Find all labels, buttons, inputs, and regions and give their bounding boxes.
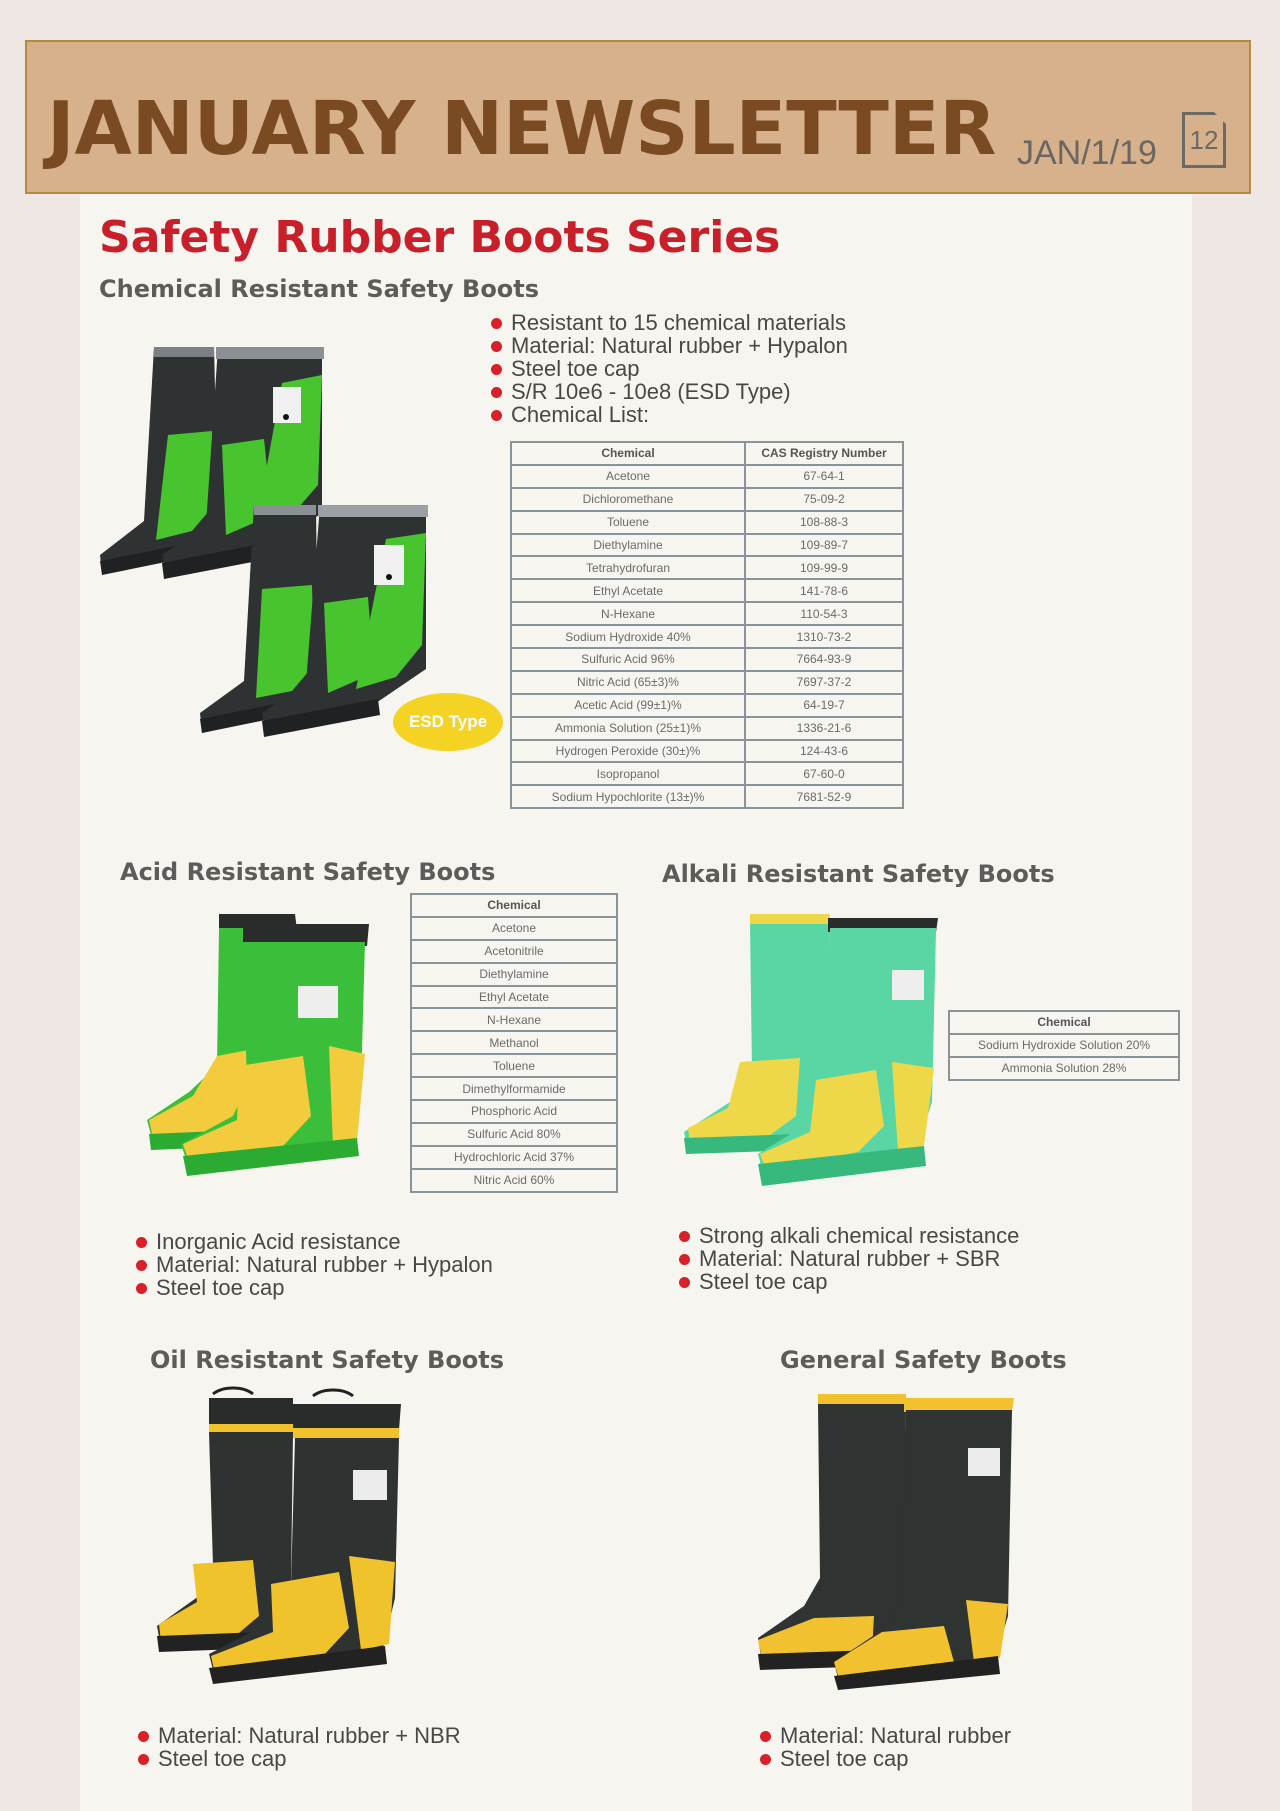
- table-row: [411, 917, 617, 940]
- cas-cell: 109-99-9: [745, 556, 903, 579]
- cas-cell: 108-88-3: [745, 511, 903, 534]
- alkali-boots-image: [680, 912, 940, 1190]
- chemical-cell: Diethylamine: [511, 534, 745, 557]
- newsletter-banner: [25, 40, 1251, 194]
- newsletter-title: JANUARY NEWSLETTER: [47, 86, 997, 172]
- chemical-bullet-list: [491, 311, 848, 426]
- list-item: Material: Natural rubber + Hypalon: [491, 334, 848, 357]
- table-row: [511, 785, 903, 808]
- chemical-cell: Ammonia Solution 28%: [949, 1057, 1179, 1080]
- bullet-icon: [760, 1754, 771, 1765]
- table-row: [511, 511, 903, 534]
- table-row: [511, 740, 903, 763]
- column-header-chemical: Chemical: [411, 894, 617, 917]
- cas-cell: 109-89-7: [745, 534, 903, 557]
- chemical-cell: Isopropanol: [511, 762, 745, 785]
- alkali-bullet-list: [679, 1224, 1019, 1293]
- cas-cell: 7697-37-2: [745, 671, 903, 694]
- table-row: [511, 648, 903, 671]
- chemical-cas-table: [510, 441, 904, 809]
- bullet-icon: [136, 1237, 147, 1248]
- column-header-chemical: Chemical: [949, 1011, 1179, 1034]
- list-item: Material: Natural rubber + NBR: [138, 1724, 461, 1747]
- table-row: [511, 556, 903, 579]
- cas-cell: 1336-21-6: [745, 717, 903, 740]
- table-row: [411, 1169, 617, 1192]
- cas-cell: 67-64-1: [745, 465, 903, 488]
- list-item: Steel toe cap: [136, 1276, 493, 1299]
- bullet-icon: [760, 1731, 771, 1742]
- table-row: [411, 1100, 617, 1123]
- page-number-icon: 12: [1182, 112, 1226, 168]
- chemical-cell: Tetrahydrofuran: [511, 556, 745, 579]
- chemical-cell: N-Hexane: [511, 602, 745, 625]
- table-header-row: [411, 894, 617, 917]
- chemical-cell: Toluene: [511, 511, 745, 534]
- table-row: [949, 1057, 1179, 1080]
- chemical-cell: Nitric Acid (65±3)%: [511, 671, 745, 694]
- chemical-cell: N-Hexane: [411, 1008, 617, 1031]
- table-row: [411, 1008, 617, 1031]
- list-item: Steel toe cap: [760, 1747, 1011, 1770]
- table-row: [511, 534, 903, 557]
- cas-cell: 67-60-0: [745, 762, 903, 785]
- oil-bullet-list: [138, 1724, 461, 1770]
- table-row: [511, 694, 903, 717]
- list-item: Resistant to 15 chemical materials: [491, 311, 848, 334]
- chemical-cell: Sodium Hydroxide 40%: [511, 625, 745, 648]
- chemical-cell: Nitric Acid 60%: [411, 1169, 617, 1192]
- table-row: [411, 1123, 617, 1146]
- chemical-cell: Acetic Acid (99±1)%: [511, 694, 745, 717]
- acid-chemical-table: [410, 893, 618, 1193]
- table-row: [511, 465, 903, 488]
- newsletter-date: JAN/1/19: [1017, 134, 1157, 172]
- list-item: Material: Natural rubber + SBR: [679, 1247, 1019, 1270]
- cas-cell: 124-43-6: [745, 740, 903, 763]
- list-item: S/R 10e6 - 10e8 (ESD Type): [491, 380, 848, 403]
- chemical-cell: Acetone: [511, 465, 745, 488]
- bullet-icon: [491, 387, 502, 398]
- chemical-cell: Acetonitrile: [411, 940, 617, 963]
- general-section-title: General Safety Boots: [780, 1346, 1067, 1374]
- bullet-icon: [491, 364, 502, 375]
- table-row: [411, 1054, 617, 1077]
- table-row: [511, 602, 903, 625]
- chemical-cell: Methanol: [411, 1031, 617, 1054]
- cas-cell: 7681-52-9: [745, 785, 903, 808]
- list-item: Inorganic Acid resistance: [136, 1230, 493, 1253]
- table-row: [411, 1077, 617, 1100]
- table-row: [411, 940, 617, 963]
- table-row: [511, 762, 903, 785]
- table-row: [411, 1146, 617, 1169]
- chemical-cell: Dimethylformamide: [411, 1077, 617, 1100]
- column-header-chemical: Chemical: [511, 442, 745, 465]
- chemical-cell: Ethyl Acetate: [411, 986, 617, 1009]
- bullet-icon: [491, 341, 502, 352]
- chemical-cell: Ethyl Acetate: [511, 579, 745, 602]
- list-item: Material: Natural rubber + Hypalon: [136, 1253, 493, 1276]
- table-row: [411, 963, 617, 986]
- chemical-cell: Sulfuric Acid 80%: [411, 1123, 617, 1146]
- oil-boots-image: [153, 1386, 403, 1686]
- list-item: Steel toe cap: [138, 1747, 461, 1770]
- oil-section-title: Oil Resistant Safety Boots: [150, 1346, 505, 1374]
- acid-bullet-list: [136, 1230, 493, 1299]
- acid-boots-image: [143, 906, 373, 1182]
- main-title: Safety Rubber Boots Series: [99, 212, 781, 263]
- bullet-icon: [679, 1277, 690, 1288]
- general-bullet-list: [760, 1724, 1011, 1770]
- table-row: [411, 1031, 617, 1054]
- chemical-cell: Sulfuric Acid 96%: [511, 648, 745, 671]
- esd-type-badge: ESD Type: [393, 693, 503, 751]
- table-row: [511, 717, 903, 740]
- bullet-icon: [679, 1231, 690, 1242]
- chemical-cell: Sodium Hydroxide Solution 20%: [949, 1034, 1179, 1057]
- alkali-section-title: Alkali Resistant Safety Boots: [662, 860, 1055, 888]
- cas-cell: 75-09-2: [745, 488, 903, 511]
- chemical-cell: Toluene: [411, 1054, 617, 1077]
- chemical-section-title: Chemical Resistant Safety Boots: [99, 275, 540, 303]
- table-header-row: [511, 442, 903, 465]
- chemical-cell: Diethylamine: [411, 963, 617, 986]
- chemical-cell: Phosphoric Acid: [411, 1100, 617, 1123]
- chemical-cell: Acetone: [411, 917, 617, 940]
- column-header-cas: CAS Registry Number: [745, 442, 903, 465]
- table-row: [511, 671, 903, 694]
- bullet-icon: [136, 1260, 147, 1271]
- bullet-icon: [491, 410, 502, 421]
- table-row: [949, 1034, 1179, 1057]
- bullet-icon: [138, 1754, 149, 1765]
- table-header-row: [949, 1011, 1179, 1034]
- list-item: Material: Natural rubber: [760, 1724, 1011, 1747]
- cas-cell: 7664-93-9: [745, 648, 903, 671]
- list-item: Steel toe cap: [491, 357, 848, 380]
- acid-section-title: Acid Resistant Safety Boots: [120, 858, 496, 886]
- list-item: Chemical List:: [491, 403, 848, 426]
- table-row: [411, 986, 617, 1009]
- cas-cell: 110-54-3: [745, 602, 903, 625]
- chemical-cell: Hydrochloric Acid 37%: [411, 1146, 617, 1169]
- table-row: [511, 488, 903, 511]
- alkali-chemical-table: [948, 1010, 1180, 1081]
- chemical-cell: Ammonia Solution (25±1)%: [511, 717, 745, 740]
- table-row: [511, 579, 903, 602]
- chemical-boots-image: [96, 335, 476, 755]
- bullet-icon: [679, 1254, 690, 1265]
- table-row: [511, 625, 903, 648]
- chemical-cell: Sodium Hypochlorite (13±)%: [511, 785, 745, 808]
- bullet-icon: [491, 318, 502, 329]
- chemical-cell: Hydrogen Peroxide (30±)%: [511, 740, 745, 763]
- cas-cell: 1310-73-2: [745, 625, 903, 648]
- general-boots-image: [754, 1390, 1024, 1690]
- bullet-icon: [138, 1731, 149, 1742]
- chemical-cell: Dichloromethane: [511, 488, 745, 511]
- list-item: Strong alkali chemical resistance: [679, 1224, 1019, 1247]
- list-item: Steel toe cap: [679, 1270, 1019, 1293]
- cas-cell: 141-78-6: [745, 579, 903, 602]
- bullet-icon: [136, 1283, 147, 1294]
- cas-cell: 64-19-7: [745, 694, 903, 717]
